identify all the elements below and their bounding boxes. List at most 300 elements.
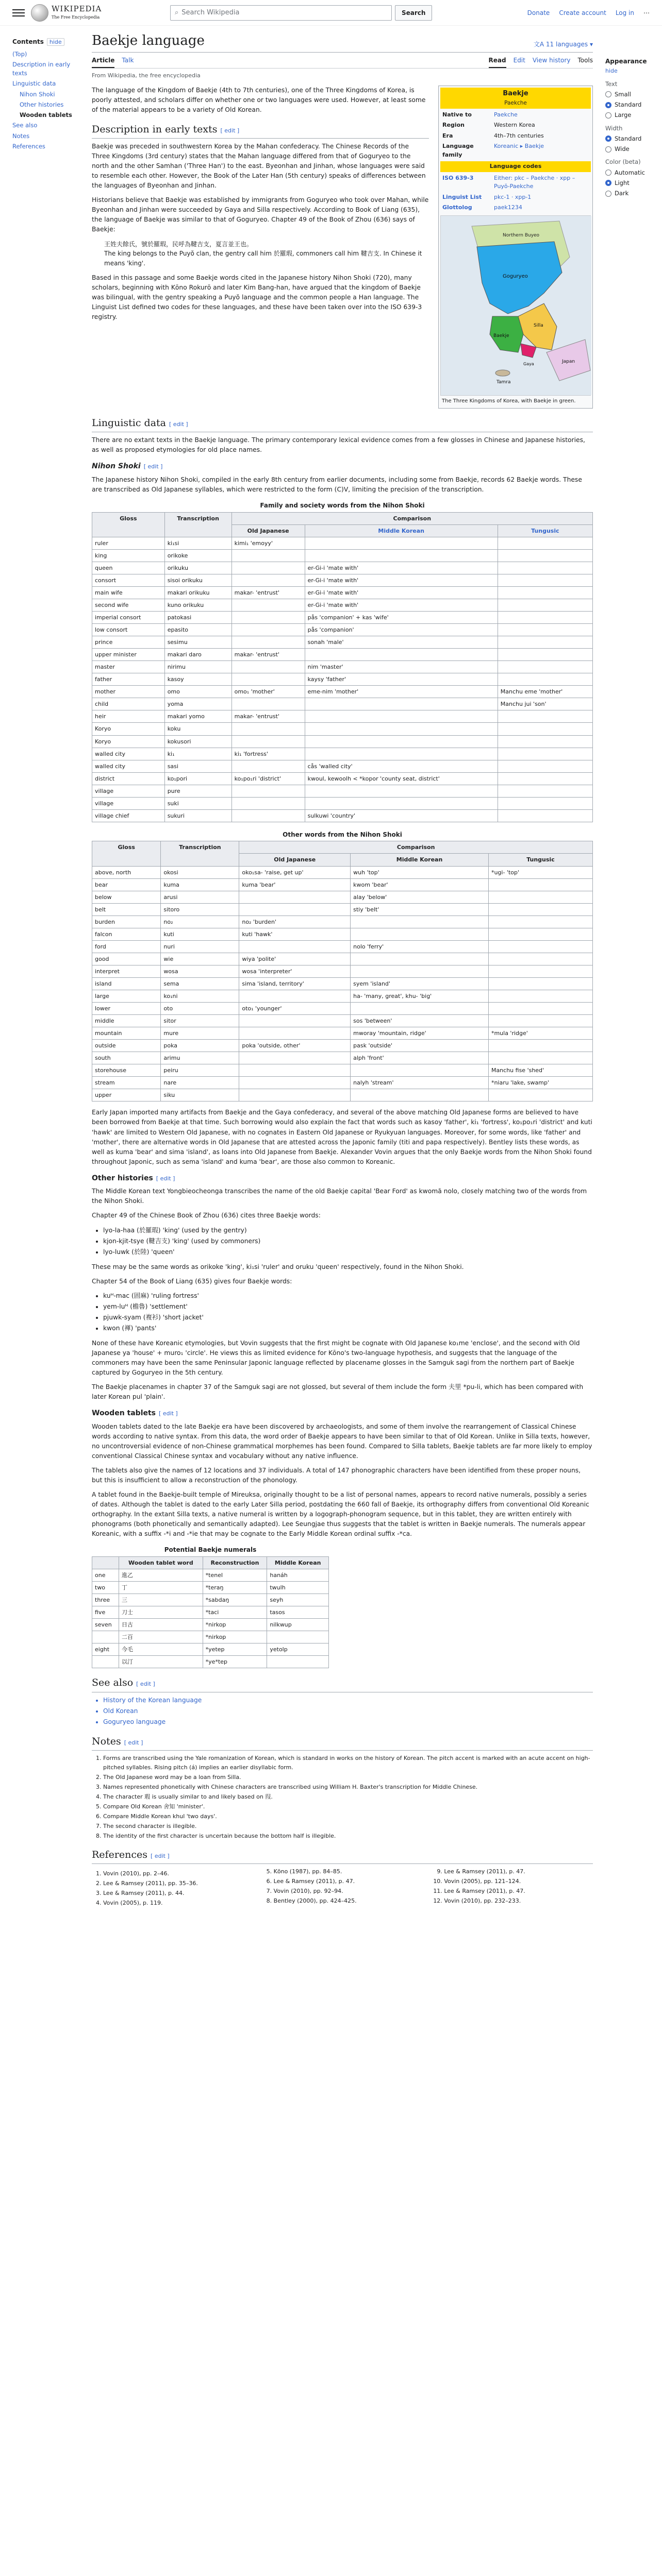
tab-history[interactable]: View history (532, 57, 571, 64)
table-cell: er-Gi-i 'mate with' (305, 599, 498, 611)
table-cell: pure (164, 785, 231, 797)
width-standard-radio[interactable] (605, 134, 652, 143)
search-placeholder: Search Wikipedia (181, 8, 240, 16)
table-row (92, 574, 593, 586)
table-row (92, 1619, 329, 1631)
table-cell: seven (92, 1619, 119, 1631)
table-cell: wosa 'interpreter' (239, 965, 351, 977)
edit-link[interactable]: [ edit ] (169, 420, 188, 428)
table-row (92, 649, 593, 661)
table-cell: Manchu jui 'son' (498, 698, 592, 710)
list-item: 2. Lee & Ramsey (2011), pp. 35–36. (103, 1879, 252, 1888)
table-cell (498, 636, 592, 649)
edit-link[interactable]: [ edit ] (220, 127, 240, 134)
table-cell: kokusori (164, 735, 231, 748)
color-automatic-radio[interactable] (605, 168, 652, 177)
infobox-key[interactable]: Linguist List (442, 193, 482, 200)
table-cell (488, 990, 592, 1002)
table-cell (305, 698, 498, 710)
col-comparison: Comparison (239, 841, 593, 854)
main-menu-icon[interactable] (12, 7, 25, 19)
table-cell (267, 1631, 329, 1643)
table-cell: one (92, 1569, 119, 1582)
numerals-table (92, 1544, 329, 1668)
table-cell: child (92, 698, 165, 710)
toc-item-see-also[interactable]: See also (12, 122, 38, 129)
table-row (92, 953, 593, 965)
family-table-caption: Family and society words from the Nihon Shoki (260, 502, 425, 510)
table-cell: oto (161, 1003, 239, 1015)
table-cell: yoma (164, 698, 231, 710)
page-title: Baekje language (92, 33, 205, 48)
see-also-link[interactable]: • History of the Korean language (103, 1696, 593, 1705)
col-middle-korean[interactable]: Middle Korean (305, 524, 498, 537)
tab-edit[interactable]: Edit (513, 57, 525, 64)
text-size-label: Text (605, 80, 618, 88)
table-cell: alay 'below' (351, 891, 489, 903)
infobox-row (440, 192, 591, 203)
other-paragraph-2: Chapter 49 of the Chinese Book of Zhou (636) cites three Baekje words: (92, 1212, 321, 1219)
infobox-row (440, 110, 591, 121)
table-cell: sukuri (164, 809, 231, 822)
table-cell (231, 723, 305, 735)
list-item: • yem-luᴴ (檐魯) 'settlement' (103, 1302, 593, 1312)
table-cell: Manchu fise 'shed' (488, 1064, 592, 1077)
site-logo[interactable] (31, 4, 119, 22)
table-cell: ki₁si (164, 537, 231, 549)
appearance-hide-button[interactable]: hide (605, 67, 618, 74)
donate-link[interactable]: Donate (527, 9, 550, 16)
col-reconstruction: Reconstruction (203, 1557, 267, 1569)
toc-item-top[interactable]: (Top) (12, 50, 27, 58)
table-cell (231, 673, 305, 686)
edit-link[interactable]: [ edit ] (124, 1739, 143, 1747)
table-cell: nolo 'ferry' (351, 940, 489, 953)
family-words-table (92, 499, 593, 822)
map-label-japan: Japan (562, 359, 575, 364)
infobox-value[interactable]: Either: pkc – Paekche · xpp – Puyŏ-Paekche (494, 174, 575, 190)
radio-selected-icon (605, 135, 611, 142)
table-cell: poka (161, 1040, 239, 1052)
table-cell (498, 785, 592, 797)
table-cell (92, 1631, 119, 1643)
toc-item-wooden-tablets[interactable]: Wooden tablets (20, 111, 72, 118)
width-label: Width (605, 124, 623, 132)
section-linguistic-data-heading (92, 416, 593, 432)
table-cell: island (92, 977, 161, 990)
table-cell: district (92, 772, 165, 785)
table-cell: ha- 'many, great', khu- 'big' (351, 990, 489, 1002)
infobox-value[interactable]: paek1234 (494, 204, 522, 211)
table-cell: omo₁ 'mother' (231, 686, 305, 698)
table-cell (351, 953, 489, 965)
toc-item-linguistic-data[interactable]: Linguistic data (12, 80, 56, 88)
table-cell: middle (92, 1015, 161, 1027)
heading-text: Nihon Shoki (92, 462, 141, 471)
table-of-contents (12, 26, 85, 1908)
text-standard-radio[interactable] (605, 100, 652, 109)
table-cell: oto₁ 'younger' (239, 1003, 351, 1015)
table-cell (231, 735, 305, 748)
list-item: 4. Vovin (2005), p. 119. (103, 1899, 252, 1907)
map-graphic (441, 216, 591, 395)
table-cell (231, 797, 305, 809)
table-cell: 刀士 (119, 1606, 203, 1619)
table-row (92, 878, 593, 891)
col-middle-korean: Middle Korean (267, 1557, 329, 1569)
table-cell (231, 785, 305, 797)
table-row (92, 1027, 593, 1040)
table-cell: *teraŋ (203, 1582, 267, 1594)
search-button[interactable]: Search (395, 5, 432, 21)
infobox-value: Western Korea (494, 122, 535, 129)
table-cell (231, 809, 305, 822)
search-area (170, 5, 432, 21)
table-cell (305, 549, 498, 562)
table-cell: kwom 'bear' (351, 878, 489, 891)
table-cell: father (92, 673, 165, 686)
log-in-link[interactable]: Log in (615, 9, 634, 16)
edit-link[interactable]: [ edit ] (143, 463, 163, 470)
tab-read[interactable]: Read (489, 54, 506, 68)
table-row (92, 1064, 593, 1077)
col-tungusic[interactable]: Tungusic (498, 524, 592, 537)
table-cell: below (92, 891, 161, 903)
table-cell (498, 661, 592, 673)
table-cell: makar- 'entrust' (231, 649, 305, 661)
radio-label: Automatic (615, 168, 645, 176)
numerals-table-caption: Potential Baekje numerals (164, 1546, 257, 1554)
table-cell (498, 586, 592, 599)
radio-icon (605, 91, 611, 97)
table-cell: heir (92, 710, 165, 723)
table-row (92, 760, 593, 772)
table-cell: sema (161, 977, 239, 990)
table-row (92, 537, 593, 549)
table-cell: ko₁ni (161, 990, 239, 1002)
table-cell: 三 (119, 1594, 203, 1606)
toc-item-early-texts[interactable]: Description in early texts (12, 60, 71, 77)
table-cell: Koryo (92, 723, 165, 735)
more-options-icon[interactable]: ⋯ (643, 9, 650, 16)
color-dark-radio[interactable] (605, 189, 652, 198)
table-cell: *ye*tep (203, 1656, 267, 1668)
table-cell (239, 1077, 351, 1089)
table-cell (351, 928, 489, 940)
table-row (92, 661, 593, 673)
table-cell: village (92, 797, 165, 809)
table-row (92, 797, 593, 809)
book-of-zhou-quote (104, 240, 429, 268)
radio-selected-icon (605, 180, 611, 186)
section-wooden-tablets-heading (92, 1408, 593, 1419)
map-label-buyeo: Northern Buyeo (503, 232, 540, 238)
radio-icon (605, 112, 611, 118)
references-list (92, 1867, 593, 1907)
infobox-key[interactable]: Glottolog (442, 204, 472, 211)
table-cell: master (92, 661, 165, 673)
language-selector[interactable] (534, 40, 593, 52)
table-cell: makar- 'entrust' (231, 710, 305, 723)
infobox-value[interactable]: pkc-1 · xpp-1 (494, 193, 532, 200)
table-cell: two (92, 1582, 119, 1594)
table-cell: no₂ 'burden' (239, 916, 351, 928)
table-cell (351, 1089, 489, 1101)
table-cell (488, 1015, 592, 1027)
numerals-table-body (92, 1569, 329, 1668)
table-cell (231, 760, 305, 772)
list-item: 5. Compare Old Korean 舍知 'minister'. (103, 1802, 593, 1811)
infobox-row (440, 141, 591, 160)
other-table-body (92, 866, 593, 1101)
table-cell: Koryo (92, 735, 165, 748)
table-row (92, 1631, 329, 1643)
list-item: 5. Kōno (1987), pp. 84–85. (274, 1867, 423, 1876)
table-row (92, 599, 593, 611)
article-body (92, 416, 593, 1908)
table-cell (239, 1052, 351, 1064)
heading-text: References (92, 1849, 148, 1860)
table-cell (498, 649, 592, 661)
list-item: 11. Lee & Ramsey (2011), p. 47. (444, 1887, 593, 1895)
chevron-down-icon: ▾ (589, 41, 593, 48)
table-cell: okosi (161, 866, 239, 878)
table-cell: no₂ (161, 916, 239, 928)
table-row (92, 549, 593, 562)
table-cell: outside (92, 1040, 161, 1052)
table-row (92, 990, 593, 1002)
other-paragraph-3: These may be the same words as orikoke 'king', ki₁si 'ruler' and oruku 'queen' respectively, found in the Nihon Shoki. (92, 1263, 464, 1270)
infobox-key[interactable]: ISO 639-3 (442, 174, 474, 181)
col-blank (92, 1557, 119, 1569)
table-cell (305, 797, 498, 809)
table-cell: sonah 'male' (305, 636, 498, 649)
table-cell: 二百 (119, 1631, 203, 1643)
table-cell: low consort (92, 624, 165, 636)
radio-selected-icon (605, 102, 611, 108)
width-wide-radio[interactable] (605, 145, 652, 154)
radio-label: Light (615, 179, 630, 187)
search-input[interactable] (170, 5, 392, 21)
other-paragraph-6: The Baekje placenames in chapter 37 of the Samguk sagi are not glossed, but several of them include the form 夫里 *pu-li, which has been compared with later Korean pul 'plain'. (92, 1383, 584, 1401)
site-header (0, 0, 662, 26)
main-content (85, 26, 600, 1908)
section-early-texts-heading (92, 122, 429, 139)
table-cell: arusi (161, 891, 239, 903)
list-item: 9. Lee & Ramsey (2011), p. 47. (444, 1867, 593, 1876)
table-cell: upper minister (92, 649, 165, 661)
table-cell (498, 735, 592, 748)
tab-article[interactable]: Article (92, 54, 114, 68)
table-cell: cås 'walled city' (305, 760, 498, 772)
table-cell (239, 1089, 351, 1101)
table-cell (488, 977, 592, 990)
col-tablet-word: Wooden tablet word (119, 1557, 203, 1569)
section-see-also-heading (92, 1675, 593, 1692)
text-large-radio[interactable] (605, 111, 652, 120)
radio-icon (605, 170, 611, 176)
radio-label: Small (615, 90, 631, 98)
table-row (92, 636, 593, 649)
table-row (92, 977, 593, 990)
toc-hide-button[interactable]: hide (47, 38, 64, 46)
table-row (92, 1003, 593, 1015)
table-cell: mother (92, 686, 165, 698)
see-also-link[interactable]: • Old Korean (103, 1706, 593, 1716)
table-row (92, 1015, 593, 1027)
table-row (92, 686, 593, 698)
section-references-heading (92, 1848, 593, 1864)
table-cell (351, 1064, 489, 1077)
table-cell: imperial consort (92, 612, 165, 624)
table-cell: yetolp (267, 1643, 329, 1656)
three-kingdoms-map[interactable] (440, 215, 591, 396)
edit-link[interactable]: [ edit ] (151, 1852, 170, 1859)
table-cell: *yetep (203, 1643, 267, 1656)
toc-item-notes[interactable]: Notes (12, 132, 30, 140)
table-cell (488, 891, 592, 903)
toc-item-references[interactable]: References (12, 142, 45, 150)
text-small-radio[interactable] (605, 90, 652, 99)
list-item: 4. The character 瑕 is usually similar to and likely based on 叚. (103, 1792, 593, 1801)
table-cell: bear (92, 878, 161, 891)
table-cell: walled city (92, 760, 165, 772)
table-cell (239, 1015, 351, 1027)
table-cell: poka 'outside, other' (239, 1040, 351, 1052)
table-cell: makari daro (164, 649, 231, 661)
table-cell (498, 673, 592, 686)
table-cell: 以汀 (119, 1656, 203, 1668)
toc-item-other-histories[interactable]: Other histories (20, 100, 64, 108)
table-cell (488, 903, 592, 916)
table-cell: falcon (92, 928, 161, 940)
table-cell: nim 'master' (305, 661, 498, 673)
table-row (92, 772, 593, 785)
col-old-japanese: Old Japanese (239, 854, 351, 866)
heading-text: Linguistic data (92, 417, 167, 429)
edit-link[interactable]: [ edit ] (156, 1175, 175, 1182)
table-cell: sitoro (161, 903, 239, 916)
quote-english: The king belongs to the Puyŏ clan, the gentry call him 於羅瑕, commoners call him 鞬吉支. In Chinese it means 'king'. (104, 250, 422, 267)
infobox-value: 4th–7th centuries (494, 132, 544, 139)
infobox-value[interactable]: Koreanic ▸ Baekje (494, 143, 544, 150)
table-row (92, 1582, 329, 1594)
table-cell: *sabdaŋ (203, 1594, 267, 1606)
table-cell (239, 940, 351, 953)
table-cell: main wife (92, 586, 165, 599)
table-row (92, 710, 593, 723)
create-account-link[interactable]: Create account (559, 9, 606, 16)
table-cell: lower (92, 1003, 161, 1015)
table-cell: ki₁ (164, 748, 231, 760)
list-item: 12. Vovin (2010), pp. 232–233. (444, 1896, 593, 1905)
see-also-link[interactable]: • Goguryeo language (103, 1717, 593, 1727)
table-cell: *mula 'ridge' (488, 1027, 592, 1040)
edit-link[interactable]: [ edit ] (136, 1681, 155, 1688)
table-cell: mure (161, 1027, 239, 1040)
table-row (92, 1656, 329, 1668)
table-cell: ruler (92, 537, 165, 549)
table-cell (498, 624, 592, 636)
table-row (92, 1606, 329, 1619)
table-cell: 進乙 (119, 1569, 203, 1582)
infobox-key: Language family (442, 143, 474, 158)
see-also-list (92, 1696, 593, 1727)
table-cell: kwoul, kewoolh < *kopor 'county seat, district' (305, 772, 498, 785)
table-cell (351, 1003, 489, 1015)
table-cell (92, 1656, 119, 1668)
from-wikipedia: From Wikipedia, the free encyclopedia (92, 72, 201, 79)
table-cell: hanáh (267, 1569, 329, 1582)
family-table-body (92, 537, 593, 822)
table-row (92, 928, 593, 940)
site-name: WIKIPEDIA (52, 4, 102, 13)
table-cell: south (92, 1052, 161, 1064)
table-row (92, 1643, 329, 1656)
toc-title: Contents (12, 38, 44, 45)
table-cell: orikoke (164, 549, 231, 562)
nihon-paragraph-2: Early Japan imported many artifacts from Baekje and the Gaya confederacy, and several of the above matching Old Japanese forms are believed to have been borrowed from Baekje at that time. Such borrowing would also explain the fact that words such as kasoy 'father', ki₁ 'fortress', ko₁po₁ri 'district' and kuti 'hawk' are limited to Western Old Japanese, with no cognates in Eastern Old Japanese or Ryukyuan languages. Moreover, for some words, like 'father' and 'mother', there are alternative words in Old Japanese that are attested across the Japonic family (titi and papa respectively). Bentley lists these words, as well as kuma 'bear' and sima 'island', as loans into Old Japanese from Baekje. Alexander Vovin argues that the only Baekje words from the Nihon Shoki found throughout Japonic, such as sema 'island' and kuma 'bear', are those also common to Koreanic. (92, 1109, 592, 1165)
table-cell: ko₁po₁ri 'district' (231, 772, 305, 785)
table-row (92, 735, 593, 748)
table-cell: village chief (92, 809, 165, 822)
table-cell: epasito (164, 624, 231, 636)
list-item: 1. Forms are transcribed using the Yale romanization of Korean, which is standard in works on the history of Korean. The pitch accent is marked with an acute accent on high-pitched syllables. Rising pitch (á) implies an earlier disyllabic form. (103, 1754, 593, 1771)
table-cell: kuma 'bear' (239, 878, 351, 891)
list-item: 6. Lee & Ramsey (2011), p. 47. (274, 1877, 423, 1886)
table-row (92, 586, 593, 599)
early-paragraph-3: Based in this passage and some Baekje words cited in the Japanese history Nihon Shoki (720), many scholars, beginning with Kōno Rokurō and later Kim Bang-han, have argued that the kingdom of Baekje was bilingual, with the gentry speaking a Puyŏ language and the common people a Han language. The Linguist List defined two codes for these languages, and these have been taken over into the ISO 639-3 registry. (92, 274, 422, 321)
article-top-column (92, 86, 429, 409)
table-cell: siku (161, 1089, 239, 1101)
table-row (92, 785, 593, 797)
toc-item-nihon-shoki[interactable]: Nihon Shoki (20, 90, 55, 98)
language-codes-heading: Language codes (440, 161, 591, 172)
list-item: • kwon (褌) 'pants' (103, 1324, 593, 1333)
radio-label: Dark (615, 190, 629, 197)
table-cell (305, 785, 498, 797)
list-item: • pjuwk-syam (複衫) 'short jacket' (103, 1313, 593, 1323)
infobox-title: Baekje (440, 88, 591, 100)
heading-text: Notes (92, 1736, 121, 1748)
infobox-value[interactable]: Paekche (494, 111, 518, 118)
edit-link[interactable]: [ edit ] (159, 1410, 178, 1417)
tab-talk[interactable]: Talk (122, 57, 134, 64)
other-paragraph-4: Chapter 54 of the Book of Liang (635) gives four Baekje words: (92, 1277, 292, 1285)
table-row (92, 1569, 329, 1582)
table-cell (488, 928, 592, 940)
table-cell (231, 636, 305, 649)
table-cell: ford (92, 940, 161, 953)
table-row (92, 903, 593, 916)
table-cell (231, 599, 305, 611)
table-cell: sesimu (164, 636, 231, 649)
col-gloss: Gloss (92, 841, 161, 866)
table-cell: sima 'island, territory' (239, 977, 351, 990)
wikipedia-globe-icon (31, 4, 48, 22)
tab-tools[interactable]: Tools (577, 57, 593, 64)
translate-icon: 文A (533, 41, 546, 48)
col-gloss: Gloss (92, 512, 165, 537)
table-cell (351, 965, 489, 977)
table-row (92, 624, 593, 636)
table-cell: *taci (203, 1606, 267, 1619)
map-label-baekje: Baekje (493, 333, 509, 338)
table-cell: kuno orikuku (164, 599, 231, 611)
table-cell: nilkwup (267, 1619, 329, 1631)
color-light-radio[interactable] (605, 179, 652, 188)
radio-label: Standard (615, 101, 642, 108)
